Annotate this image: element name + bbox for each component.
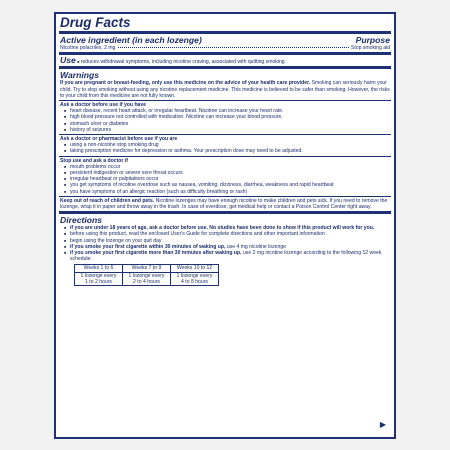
list-item: ■ begin using the lozenge on your quit day	[64, 238, 390, 244]
ingredient-name: Nicotine polacrilex, 2 mg	[60, 45, 116, 51]
more30-text: use 2 mg nicotine lozenge according to the following 12 week schedule:	[70, 250, 382, 263]
table-cell-line: 1 to 2 hours	[85, 278, 112, 285]
directions-heading: Directions	[60, 215, 103, 226]
list-item: ■ before using this product, read the enclosed User's Guide for complete directions and other important information	[64, 231, 390, 237]
list-item: ■ high blood pressure not controlled with medication. Nicotine can increase your blood pressure.	[64, 114, 390, 120]
table-cell-line: 1 lozenge every	[80, 272, 117, 279]
active-ingredient-heading: Active ingredient (in each lozenge)	[60, 35, 202, 45]
list-item: ■ using a non-nicotine stop smoking drug	[64, 142, 390, 148]
ask-doctor-heading: Ask a doctor before use if you have	[60, 102, 147, 109]
dosing-schedule-table	[74, 264, 219, 286]
active-ingredient-header	[56, 34, 394, 45]
list-item: ■ if you are under 18 years of age, ask a doctor before use. No studies have been done to show if this product will work for you.	[64, 225, 390, 231]
keep-out-section	[56, 197, 394, 211]
list-item: ■ mouth problems occur	[64, 164, 390, 170]
ask-doctor-section	[56, 101, 394, 134]
stop-use-heading: Stop use and ask a doctor if	[60, 157, 128, 164]
drug-facts-label	[54, 12, 396, 439]
table-cell	[75, 272, 123, 285]
pregnancy-warning	[60, 80, 390, 99]
more30-bold: if you smoke your first cigarette more than 30 minutes after waking up,	[70, 250, 242, 257]
list-item: ■ you get symptoms of nicotine overdose such as nausea, vomiting, dizziness, diarrhea, weakness and rapid heartbeat	[64, 182, 390, 188]
warnings-heading: Warnings	[60, 70, 99, 81]
table-header-cell: Weeks 1 to 6	[75, 265, 123, 272]
drug-facts-title: Drug Facts	[60, 15, 131, 30]
pregnancy-warning-text: Smoking can seriously harm your child. Try to stop smoking without using any nicotine replacement medicine. This medicine is believed to be safer than smoking. However, the risks to your child from this medicine are not fully known.	[60, 80, 390, 99]
pregnancy-warning-bold: If you are pregnant or breast-feeding, only use this medicine on the advice of your health care provider.	[60, 80, 311, 87]
table-cell-line: 1 lozenge every	[176, 272, 213, 279]
within30-text: use 4 mg nicotine lozenge	[226, 243, 286, 250]
list-item: ■ stomach ulcer or diabetes	[64, 121, 390, 127]
list-item: ■ heart disease, recent heart attack, or irregular heartbeat. Nicotine can increase your heart rate.	[64, 108, 390, 114]
table-header-cell: Weeks 10 to 12	[171, 265, 219, 272]
list-item: ■ history of seizures	[64, 127, 390, 133]
list-item: ■ you have symptoms of an allergic reaction (such as difficulty breathing or rash)	[64, 189, 390, 195]
table-cell-line: 1 lozenge every	[128, 272, 165, 279]
ingredient-purpose: Stop smoking aid	[350, 45, 390, 51]
bullet-icon: ■	[77, 60, 80, 65]
keep-out-text: Nicotine lozenges may have enough nicotine to make children and pets sick. If you need to remove the lozenge, wrap it in paper and throw away in the trash. In case of overdose, get medical help or contact a Poison Control Center right away.	[60, 197, 388, 211]
continue-arrow-icon: ▶	[379, 420, 386, 429]
ask-pharmacist-heading: Ask a doctor or pharmacist before use if you are	[60, 136, 178, 143]
table-row	[75, 272, 219, 285]
directions-section	[56, 214, 394, 287]
table-cell-line: 4 to 8 hours	[181, 278, 208, 285]
keep-out-bold: Keep out of reach of children and pets.	[60, 197, 155, 204]
purpose-heading: Purpose	[355, 35, 390, 45]
table-header-cell: Weeks 7 to 9	[123, 265, 171, 272]
list-item: ■ persistent indigestion or severe sore throat occurs	[64, 170, 390, 176]
table-cell	[123, 272, 171, 285]
ask-pharmacist-section	[56, 135, 394, 156]
warnings-section	[56, 69, 394, 100]
table-cell-line: 2 to 4 hours	[133, 278, 160, 285]
list-item	[64, 250, 390, 262]
stop-use-section	[56, 157, 394, 196]
table-cell	[171, 272, 219, 285]
use-text: reduces withdrawal symptoms, including nicotine craving, associated with quitting smoking	[80, 59, 285, 66]
within30-bold: if you smoke your first cigarette within 30 minutes of waking up,	[70, 243, 226, 250]
use-heading: Use	[60, 55, 76, 66]
dot-leader	[118, 47, 349, 48]
use-section	[56, 55, 394, 66]
table-row	[75, 265, 219, 272]
list-item: ■ irregular heartbeat or palpitations occur	[64, 176, 390, 182]
list-item: ■ taking prescription medicine for depression or asthma. Your prescription dose may need to be adjusted.	[64, 148, 390, 154]
ingredient-row	[56, 45, 394, 51]
